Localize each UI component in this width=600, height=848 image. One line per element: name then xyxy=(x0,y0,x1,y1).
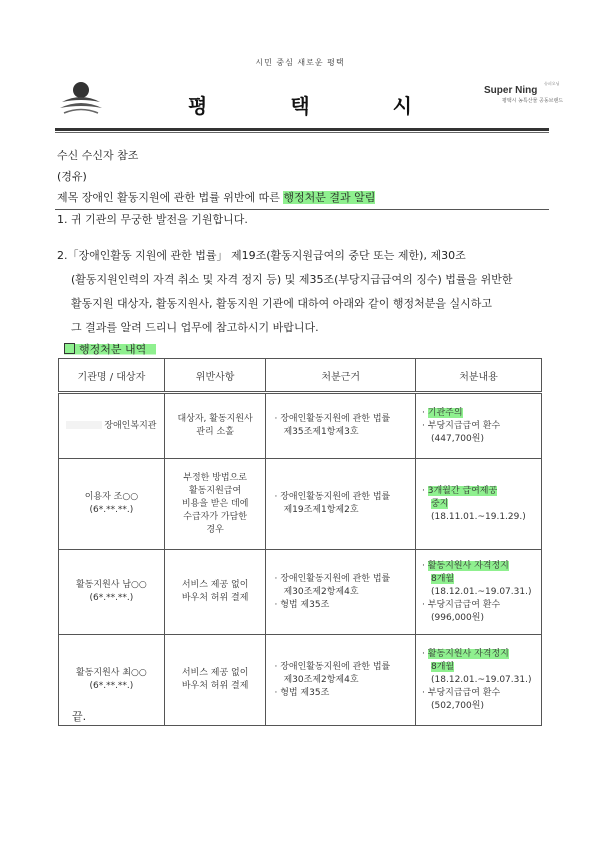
table-row xyxy=(59,393,542,459)
paragraph-2-line-2: (활동지원인력의 자격 취소 및 자격 정지 등) 및 제35조(부당지급급여의 징수) 법률을 위반한 xyxy=(71,273,513,286)
redacted-area xyxy=(66,421,102,429)
section-title-text: 행정처분 내역 xyxy=(79,343,147,356)
disposition-cell: · 활동지원사 자격정지 8개월 (18.12.01.~19.07.31.) · 부당지급급여 환수 (996,000원) xyxy=(416,550,542,635)
brand-subtitle: 평택시 농특산물 공동브랜드 xyxy=(502,98,564,104)
subject-prefix: 제목 장애인 활동지원에 관한 법률 위반에 따른 xyxy=(57,191,284,204)
target-cell: 활동지원사 최○○ (6*.**.**.) xyxy=(59,635,165,726)
table-row xyxy=(59,459,542,550)
basis-cell: · 장애인활동지원에 관한 법률 제35조제1항제3호 xyxy=(266,393,416,459)
header-divider xyxy=(55,128,549,131)
subject-highlight: 행정처분 결과 알림 xyxy=(283,191,376,204)
target-cell: 이용자 조○○ (6*.**.**.) xyxy=(59,459,165,550)
col-header-basis: 처분근거 xyxy=(266,359,416,393)
recipient-line: 수신 수신자 참조 xyxy=(57,149,139,162)
disposition-table xyxy=(58,358,542,726)
table-row xyxy=(59,635,542,726)
disposition-cell: · 기관주의 · 부당지급급여 환수 (447,700원) xyxy=(416,393,542,459)
violation-cell: 부정한 방법으로 활동지원급여 비용을 받은 데에 수급자가 가담한 경우 xyxy=(164,459,266,550)
target-cell: 장애인복지관 xyxy=(59,393,165,459)
page-title: 평 택 시 xyxy=(188,94,450,118)
closing-mark: 끝. xyxy=(72,710,87,723)
paragraph-2-line-4: 그 결과를 알려 드리니 업무에 참고하시기 바랍니다. xyxy=(71,321,319,334)
table-header-row xyxy=(59,359,542,393)
brand-tiny-label: 슈퍼오닝 xyxy=(544,81,560,86)
section-title xyxy=(64,341,156,357)
basis-cell: · 장애인활동지원에 관한 법률 제19조제1항제2호 xyxy=(266,459,416,550)
col-header-disposition: 처분내용 xyxy=(416,359,542,393)
table-row xyxy=(59,550,542,635)
violation-cell: 서비스 제공 없이 바우처 허위 결제 xyxy=(164,550,266,635)
violation-cell: 대상자, 활동지원사 관리 소홀 xyxy=(164,393,266,459)
paragraph-2-line-1: 2.「장애인활동 지원에 관한 법률」 제19조(활동지원급여의 중단 또는 제한), 제30조 xyxy=(57,249,466,262)
disposition-cell: · 활동지원사 자격정지 8개월 (18.12.01.~19.07.31.) · 부당지급급여 환수 (502,700원) xyxy=(416,635,542,726)
subject-line xyxy=(57,189,375,205)
target-cell: 활동지원사 남○○ (6*.**.**.) xyxy=(59,550,165,635)
paragraph-1: 1. 귀 기관의 무궁한 발전을 기원합니다. xyxy=(57,213,248,226)
col-header-target: 기관명 / 대상자 xyxy=(59,359,165,393)
via-line: (경유) xyxy=(57,170,87,183)
paragraph-2-line-3: 활동지원 대상자, 활동지원사, 활동지원 기관에 대하여 아래와 같이 행정처분을 실시하고 xyxy=(71,297,492,310)
disposition-cell: · 3개월간 급여제공 중지 (18.11.01.~19.1.29.) xyxy=(416,459,542,550)
paragraph-2 xyxy=(57,244,557,340)
violation-cell: 서비스 제공 없이 바우처 허위 결제 xyxy=(164,635,266,726)
header-divider-thin xyxy=(55,132,549,133)
basis-cell: · 장애인활동지원에 관한 법률 제30조제2항제4호 · 형법 제35조 xyxy=(266,635,416,726)
col-header-violation: 위반사항 xyxy=(164,359,266,393)
basis-cell: · 장애인활동지원에 관한 법률 제30조제2항제4호 · 형법 제35조 xyxy=(266,550,416,635)
brand-name: Super Ning xyxy=(484,85,538,96)
slogan: 시민 중심 새로운 평택 xyxy=(255,58,345,67)
checkbox-square-icon xyxy=(64,343,75,354)
brand-logo xyxy=(484,81,580,119)
